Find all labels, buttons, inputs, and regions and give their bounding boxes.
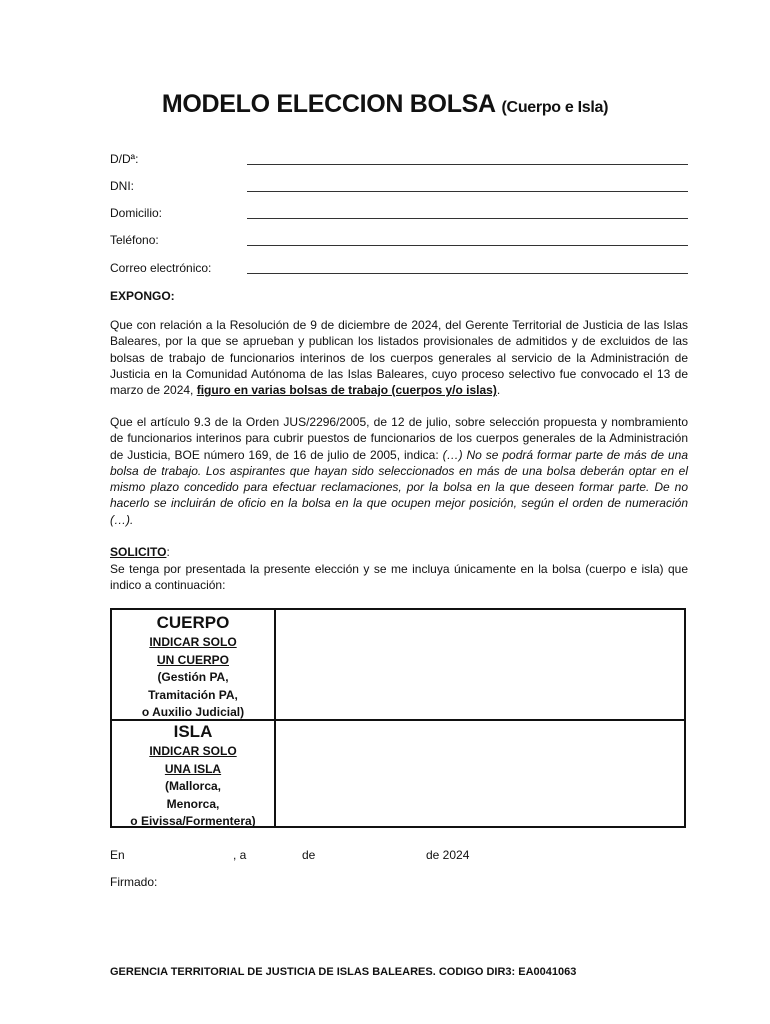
isla-label-cell [112,721,274,831]
field-address-label: Domicilio: [110,206,163,220]
document-title [0,90,770,119]
expongo-p2-italic: (…) No se podrá formar parte de más de una bolsa de trabajo. Los aspirantes que hayan sido seleccionados en más de una bolsa deberán optar en el mismo plazo concedido para efectuar reclamaciones, por la bolsa en la que deseen formar parte. De no hacerlo se incluirán de oficio en la bolsa en la que ocupen mejor posición, según el orden de numeración (…). [110,447,688,527]
isla-indicate-1: INDICAR SOLO [149,744,237,758]
field-name[interactable] [110,150,688,170]
place-en: En [110,848,125,862]
solicito-colon: : [166,545,170,559]
isla-option-1: (Mallorca, [164,779,221,793]
field-name-line[interactable] [247,164,688,165]
solicito-heading [110,544,688,560]
expongo-p1-bold: figuro en varias bolsas de trabajo (cuerpos y/o islas) [196,383,497,398]
expongo-paragraph-2 [110,414,688,528]
solicito-text: Se tenga por presentada la presente elección y se me incluya únicamente en la bolsa (cuerpo e isla) que indico a continuación: [110,562,688,593]
isla-title: ISLA [173,722,213,741]
date-de: de [302,848,316,862]
field-dni[interactable] [110,177,688,197]
field-phone-line[interactable] [247,245,688,246]
cuerpo-indicate-2: UN CUERPO [156,652,229,667]
selection-table [110,608,686,828]
expongo-heading: EXPONGO: [110,289,175,303]
cuerpo-indicate-1: INDICAR SOLO [149,635,237,649]
field-address[interactable] [110,204,688,224]
signed-label: Firmado: [110,875,158,889]
field-email-label: Correo electrónico: [110,261,212,275]
footer-text: GERENCIA TERRITORIAL DE JUSTICIA DE ISLAS BALEARES. CODIGO DIR3: EA0041063 [110,966,577,978]
isla-input-cell[interactable] [276,721,684,826]
cuerpo-title: CUERPO [156,613,230,632]
cuerpo-option-1: (Gestión PA, [157,670,229,684]
field-address-line[interactable] [247,218,688,219]
field-email-line[interactable] [247,273,688,274]
title-sub: (Cuerpo e Isla) [501,99,609,116]
field-phone[interactable] [110,231,688,251]
cuerpo-label-cell [112,612,274,722]
field-dni-label: DNI: [110,179,134,193]
isla-option-2: Menorca, [166,796,220,811]
title-main: MODELO ELECCION BOLSA [161,90,495,118]
field-phone-label: Teléfono: [110,233,159,247]
solicito-label: SOLICITO [110,545,167,559]
date-year: de 2024 [426,848,470,862]
isla-option-3: o Eivissa/Formentera) [130,814,256,828]
expongo-p2-text: Que el artículo 9.3 de la Orden JUS/2296/2005, de 12 de julio, sobre selección propuesta y nombramiento de funcionarios interinos para cubrir puestos de funcionarios de los cuerpos generales de la Administración de Justicia, BOE número 169, de 16 de julio de 2005, indica: [110,415,688,462]
place-a: , a [233,848,247,862]
cuerpo-input-cell[interactable] [276,610,684,719]
field-name-label: D/Dª: [110,152,139,166]
expongo-p1-end: . [496,383,501,398]
field-dni-line[interactable] [247,191,688,192]
cuerpo-option-2: Tramitación PA, [148,687,238,702]
isla-indicate-2: UNA ISLA [164,761,222,776]
expongo-paragraph-1 [110,317,688,398]
cuerpo-option-3: o Auxilio Judicial) [141,705,245,719]
expongo-p1-text: Que con relación a la Resolución de 9 de diciembre de 2024, del Gerente Territorial de Justicia de las Islas Baleares, por la que se aprueban y publican los listados provisionales de admitidos y de excluidos de las bolsas de trabajo de funcionarios interinos de los cuerpos generales al servicio de la Administración de Justicia en la Comunidad Autónoma de las Islas Baleares, cuyo proceso selectivo fue convocado el 13 de marzo de 2024, [110,318,688,398]
field-email[interactable] [110,259,688,279]
